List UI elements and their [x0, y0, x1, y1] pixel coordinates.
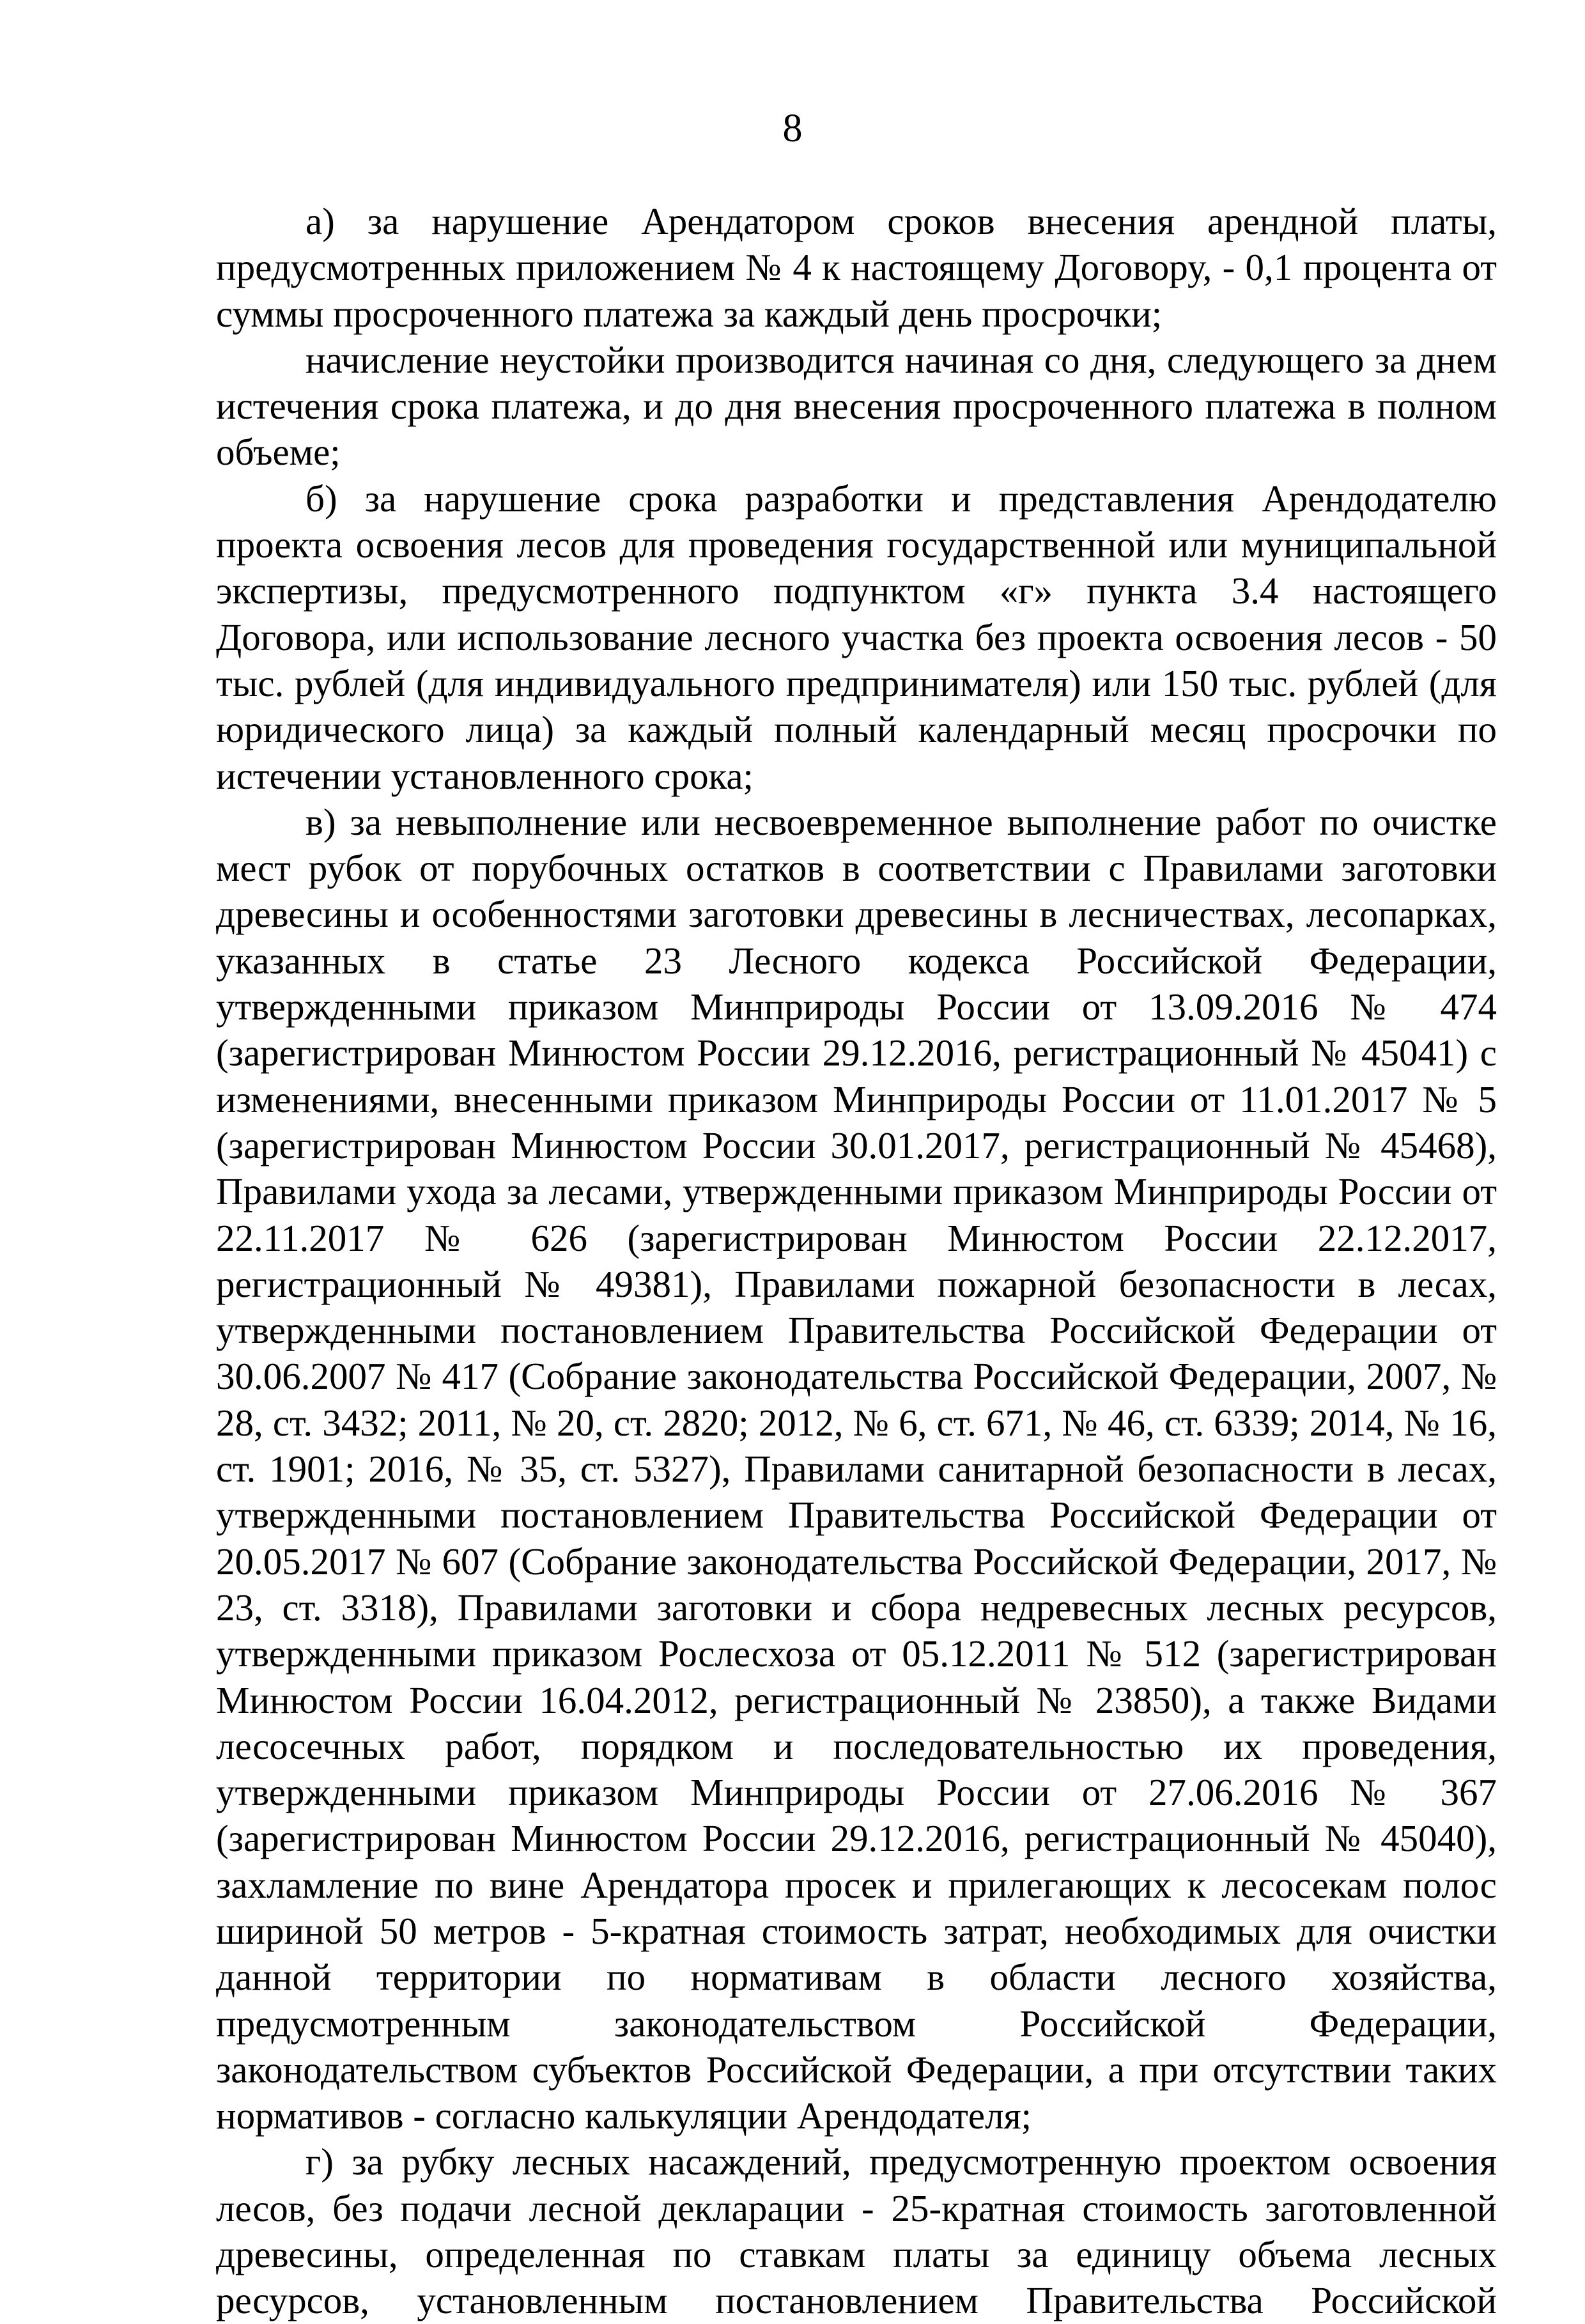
paragraph-g-penalty-felling: г) за рубку лесных насаждений, предусмотренную проектом освоения лесов, без подачи лесной декларации - 25-кратная стоимость заготовленной древесины, определенная по ставкам платы за единицу объема лесных ресурсов, установленным постановлением Правительства Российской	[216, 2141, 1497, 2322]
document-body	[216, 198, 1497, 2324]
paragraph-penalty-accrual: начисление неустойки производится начиная со дня, следующего за днем истечения срока платежа, и до дня внесения просроченного платежа в полном объеме;	[216, 338, 1497, 474]
paragraph-b-penalty-forest-project: б) за нарушение срока разработки и представления Арендодателю проекта освоения лесов для проведения государственной или муниципальной экспертизы, предусмотренного подпунктом «г» пункта 3.4 настоящего Договора, или использование лесного участка без проекта освоения лесов - 50 тыс. рублей (для индивидуального предпринимателя) или 150 тыс. рублей (для юридического лица) за каждый полный календарный месяц просрочки по истечении установленного срока;	[216, 477, 1497, 797]
page-number: 8	[782, 107, 803, 150]
paragraph-a-penalty-late-rent: а) за нарушение Арендатором сроков внесения арендной платы, предусмотренных приложением № 4 к настоящему Договору, - 0,1 процента от суммы просроченного платежа за каждый день просрочки;	[216, 200, 1497, 335]
paragraph-v-penalty-cleanup: в) за невыполнение или несвоевременное выполнение работ по очистке мест рубок от порубочных остатков в соответствии с Правилами заготовки древесины и особенностями заготовки древесины в лесничествах, лесопарках, указанных в статье 23 Лесного кодекса Российской Федерации, утвержденными приказом Минприроды России от 13.09.2016 № 474 (зарегистрирован Минюстом России 29.12.2016, регистрационный № 45041) с изменениями, внесенными приказом Минприроды России от 11.01.2017 № 5 (зарегистрирован Минюстом России 30.01.2017, регистрационный № 45468), Правилами ухода за лесами, утвержденными приказом Минприроды России от 22.11.2017 № 626 (зарегистрирован Минюстом России 22.12.2017, регистрационный № 49381), Правилами пожарной безопасности в лесах, утвержденными постановлением Правительства Российской Федерации от 30.06.2007 № 417 (Собрание законодательства Российской Федерации, 2007, № 28, ст. 3432; 2011, № 20, ст. 2820; 2012, № 6, ст. 671, № 46, ст. 6339; 2014, № 16, ст. 1901; 2016, № 35, ст. 5327), Правилами санитарной безопасности в лесах, утвержденными постановлением Правительства Российской Федерации от 20.05.2017 № 607 (Собрание законодательства Российской Федерации, 2017, № 23, ст. 3318), Правилами заготовки и сбора недревесных лесных ресурсов, утвержденными приказом Рослесхоза от 05.12.2011 № 512 (зарегистрирован Минюстом России 16.04.2012, регистрационный № 23850), а также Видами лесосечных работ, порядком и последовательностью их проведения, утвержденными приказом Минприроды России от 27.06.2016 № 367 (зарегистрирован Минюстом России 29.12.2016, регистрационный № 45040), захламление по вине Арендатора просек и прилегающих к лесосекам полос шириной 50 метров - 5-кратная стоимость затрат, необходимых для очистки данной территории по нормативам в области лесного хозяйства, предусмотренным законодательством Российской Федерации, законодательством субъектов Российской Федерации, а при отсутствии таких нормативов - согласно калькуляции Арендодателя;	[216, 800, 1497, 2137]
